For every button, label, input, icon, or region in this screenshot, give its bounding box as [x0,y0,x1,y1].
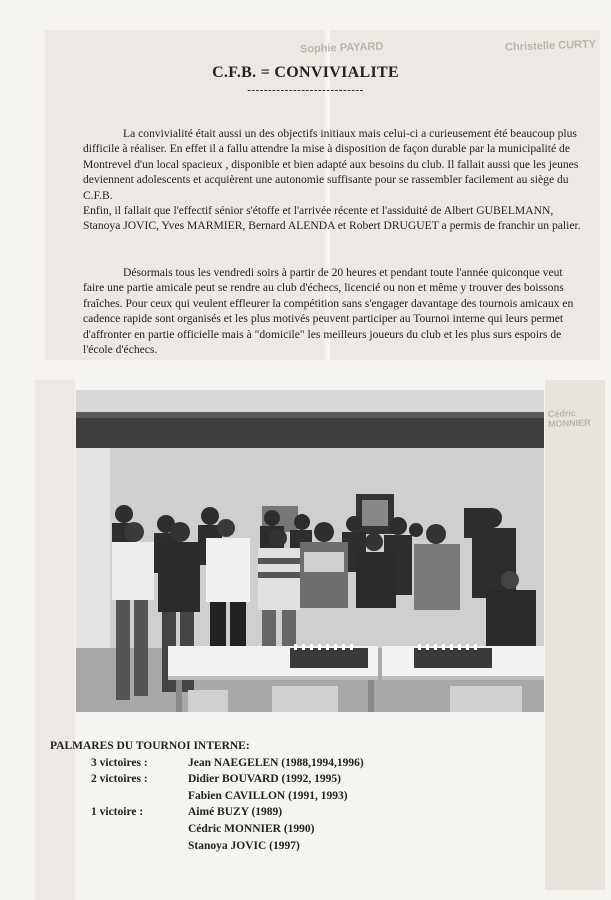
paragraph-2 [83,265,581,357]
paragraph-1-text: La convivialité était aussi un des objectifs initiaux mais celui-ci a curieusement été beaucoup plus difficile à réaliser. En effet il a fallu attendre la mise à disposition de façon durable par la municipalité de Montrevel d'un local spacieux , disponible et bien adapté aux besoins du club. Il fallait aussi que les jeunes deviennent adolescents et acquièrent une autonomie suffisante pour se rassembler facilement au siège du C.F.B. [83,127,579,202]
ghost-caption-2: Sophie PAYARD [299,40,384,56]
ghost-caption-1: Christelle CURTY [504,38,597,54]
paragraph-1 [83,126,581,234]
bleed-through-margin-right [545,380,605,890]
palmares-row [50,755,364,772]
palmares-heading: PALMARES DU TOURNOI INTERNE: [50,740,250,752]
palmares-row [50,838,364,855]
palmares-count: 1 victoire : [91,806,144,819]
title-underline: ---------------------------- [247,84,364,96]
palmares-list [50,738,364,854]
palmares-years: (1997) [269,839,300,852]
palmares-winner: Stanoya JOVIC [188,839,267,852]
palmares-years: (1992, 1995) [281,773,341,786]
ghost-caption-3: Cédric MONNIER [547,408,591,430]
palmares-winner: Aimé BUZY [188,806,249,819]
palmares-years: (1990) [283,822,315,835]
group-photo [76,390,544,712]
palmares-winner: Fabien CAVILLON [188,789,286,802]
palmares-winner: Jean NAEGELEN [188,756,279,769]
palmares-row [50,821,364,838]
paragraph-1b-text: Enfin, il fallait que l'effectif sénior s'étoffe et l'arrivée récente et l'assiduité de Albert GUBELMANN, Stanoya JOVIC, Yves MARMIER, Bernard ALENDA et Robert DRUGUET a permis de franchir un palier. [83,204,581,233]
palmares-row [50,804,364,821]
palmares-years: (1988,1994,1996) [281,756,364,769]
page-title: C.F.B. = CONVIVIALITE [212,64,399,81]
palmares-count: 2 victoires : [91,773,148,786]
palmares-years: (1989) [251,806,283,819]
palmares-row [50,771,364,788]
palmares-years: (1991, 1993) [288,789,348,802]
palmares-winner: Didier BOUVARD [188,773,279,786]
palmares-winner: Cédric MONNIER [188,822,281,835]
paragraph-2-text: Désormais tous les vendredi soirs à partir de 20 heures et pendant toute l'année quiconque veut faire une partie amicale peut se rendre au club d'échecs, licencié ou non et même y trouver des boissons fraîches. Pour ceux qui veulent effleurer la compétition sans s'engager davantage des tournois amicaux en cadence rapide sont organisés et les plus motivés peuvent participer au Tournoi interne qui leurs permet d'affronter en partie officielle mais à "domicile" les meilleurs joueurs du club et les plus surs espoirs de l'école d'échecs. [83,266,574,357]
palmares-count: 3 victoires : [91,756,148,769]
palmares-row [50,788,364,805]
